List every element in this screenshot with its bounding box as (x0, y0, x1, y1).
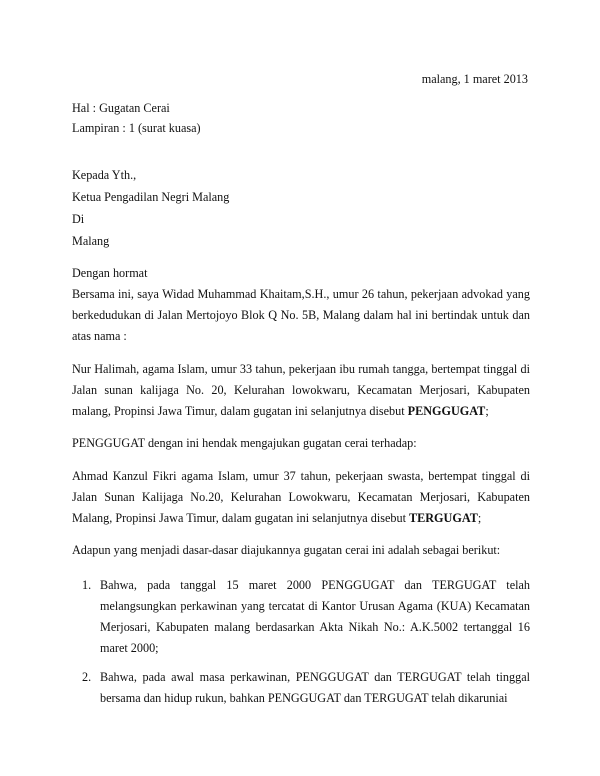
list-item-number: 1. (82, 578, 92, 592)
defendant-paragraph (72, 466, 530, 529)
recipient-block (72, 165, 530, 251)
letter-date: malang, 1 maret 2013 (421, 72, 528, 86)
defendant-end: ; (477, 511, 482, 525)
statement-text: PENGGUGAT dengan ini hendak mengajukan gugatan cerai terhadap: (72, 436, 417, 450)
list-item-text: Bahwa, pada awal masa perkawinan, PENGGUGAT dan TERGUGAT telah tinggal bersama dan hidup rukun, bahkan PENGGUGAT dan TERGUGAT telah dikaruniai (100, 670, 530, 705)
recipient-title: Ketua Pengadilan Negri Malang (72, 190, 230, 204)
list-item-number: 2. (82, 670, 92, 684)
statement-paragraph (72, 433, 530, 453)
greeting (72, 263, 530, 283)
defendant-label: TERGUGAT (409, 511, 478, 525)
list-item (82, 667, 530, 709)
plaintiff-end: ; (485, 404, 489, 418)
grounds-intro (72, 540, 530, 560)
recipient-salutation: Kepada Yth., (72, 168, 137, 182)
letter-attachment: Lampiran : 1 (surat kuasa) (72, 121, 201, 135)
grounds-intro-text: Adapun yang menjadi dasar-dasar diajukannya gugatan cerai ini adalah sebagai berikut: (72, 543, 501, 557)
greeting-text: Dengan hormat (72, 266, 148, 280)
list-item (82, 575, 530, 659)
plaintiff-text: Nur Halimah, agama Islam, umur 33 tahun, pekerjaan ibu rumah tangga, bertempat tinggal di Jalan sunan kalijaga No. 20, Kelurahan lowokwaru, Kecamatan Merjosari, Kabupaten malang, Propinsi Jawa Timur, dalam gugatan ini selanjutnya disebut (72, 362, 530, 418)
letter-header (72, 98, 530, 138)
recipient-city: Malang (72, 234, 110, 248)
intro-paragraph: Bersama ini, saya Widad Muhammad Khaitam,S.H., umur 26 tahun, pekerjaan advokad yang berkedudukan di Jalan Mertojoyo Blok Q No. 5B, Malang dalam hal ini bertindak untuk dan atas nama : (72, 287, 530, 343)
recipient-at: Di (72, 212, 85, 226)
list-item-text: Bahwa, pada tanggal 15 maret 2000 PENGGUGAT dan TERGUGAT telah melangsungkan perkawinan yang tercatat di Kantor Urusan Agama (KUA) Kecamatan Merjosari, Kabupaten malang berdasarkan Akta Nikah No.: A.K.5002 tertanggal 16 maret 2000; (100, 578, 530, 655)
letter-subject: Hal : Gugatan Cerai (72, 101, 170, 115)
grounds-list (82, 575, 530, 709)
plaintiff-label: PENGGUGAT (407, 404, 486, 418)
defendant-text: Ahmad Kanzul Fikri agama Islam, umur 37 tahun, pekerjaan swasta, bertempat tinggal di Jalan Sunan Kalijaga No.20, Kelurahan Lowokwaru, Kecamatan Merjosari, Kabupaten Malang, Propinsi Jawa Timur, dalam gugatan ini selanjutnya disebut (72, 469, 530, 525)
plaintiff-paragraph (72, 359, 530, 422)
